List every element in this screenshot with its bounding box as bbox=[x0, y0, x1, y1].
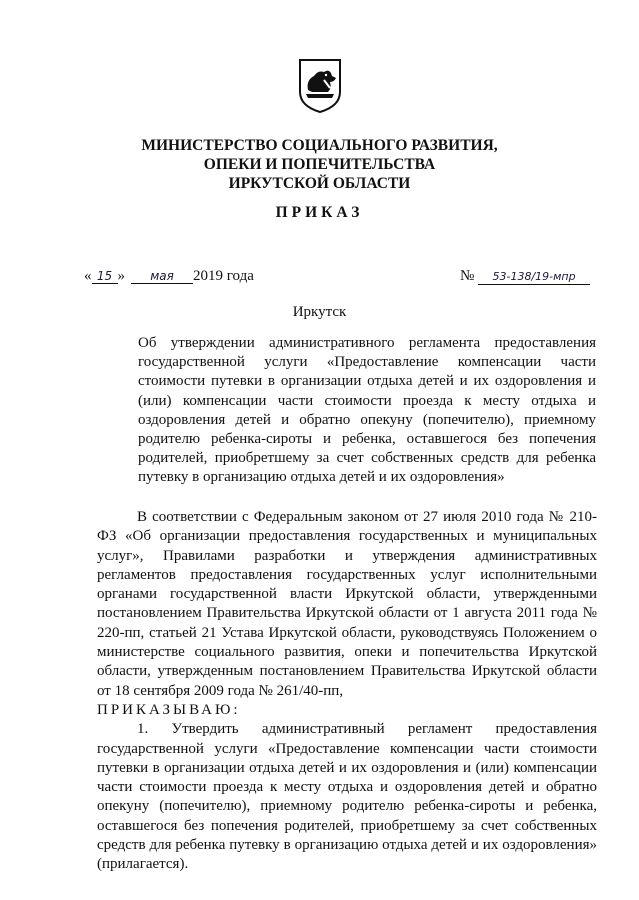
decree-word: ПРИКАЗЫВАЮ: bbox=[97, 701, 241, 718]
document-body bbox=[97, 508, 597, 875]
date-month-handwritten: мая bbox=[131, 269, 193, 284]
date-year: 2019 года bbox=[193, 268, 254, 284]
date-close-quote: » bbox=[117, 268, 125, 284]
document-number bbox=[460, 268, 590, 285]
document-type-title: ПРИКАЗ bbox=[275, 204, 364, 221]
document-date bbox=[84, 268, 254, 285]
ministry-line-1: МИНИСТЕРСТВО СОЦИАЛЬНОГО РАЗВИТИЯ, bbox=[141, 137, 498, 154]
ministry-line-2: ОПЕКИ И ПОПЕЧИТЕЛЬСТВА bbox=[203, 156, 436, 173]
document-subject: Об утверждении административного регламента предоставления государственной услуги «Предоставление компенсации части стоимости путевки в организации отдыха детей и их оздоровления и (или) компенсации части стоимости проезда к месту отдыха и оздоровления детей и обратно опекуну (попечителю), приемному родителю ребенка-сироты и ребенка, оставшегося без попечения родителей, приобретшему за счет собственных средств для ребенка путевку в организацию отдыха детей и их оздоровления» bbox=[138, 335, 596, 486]
date-day-handwritten: 15 bbox=[92, 269, 118, 284]
irkutsk-coat-of-arms-icon bbox=[296, 56, 344, 114]
number-handwritten: 53-138/19-мпр bbox=[478, 270, 590, 285]
item-1-paragraph: 1. Утвердить административный регламент предоставления государственной услуги «Предоставление компенсации части стоимости путевки в организации отдыха детей и их оздоровления и (или) компенсации части стоимости проезда к месту отдыха и оздоровления детей и обратно опекуну (попечителю), приемному родителю ребенка-сироты и ребенка, оставшегося без попечения родителей, приобретшему за счет собственных средств для ребенка путевку в организацию отдыха детей и их оздоровления» (прилагается). bbox=[97, 721, 597, 873]
ministry-line-3: ИРКУТСКОЙ ОБЛАСТИ bbox=[228, 175, 411, 192]
preamble-paragraph: В соответствии с Федеральным законом от 27 июля 2010 года № 210-ФЗ «Об организации предоставления государственных и муниципальных услуг», Правилами разработки и утверждения административных регламентов предоставления государственных услуг исполнительными органами государственной власти Иркутской области, утвержденными постановлением Правительства Иркутской области от 1 августа 2011 года № 220-пп, статьей 21 Устава Иркутской области, руководствуясь Положением о министерстве социального развития, опеки и попечительства Иркутской области, утвержденным постановлением Правительства Иркутской области от 18 сентября 2009 года № 261/40-пп, bbox=[97, 509, 597, 699]
document-city: Иркутск bbox=[292, 304, 347, 320]
date-open-quote: « bbox=[84, 268, 92, 284]
ministry-name bbox=[0, 136, 639, 193]
number-prefix: № bbox=[460, 268, 475, 284]
